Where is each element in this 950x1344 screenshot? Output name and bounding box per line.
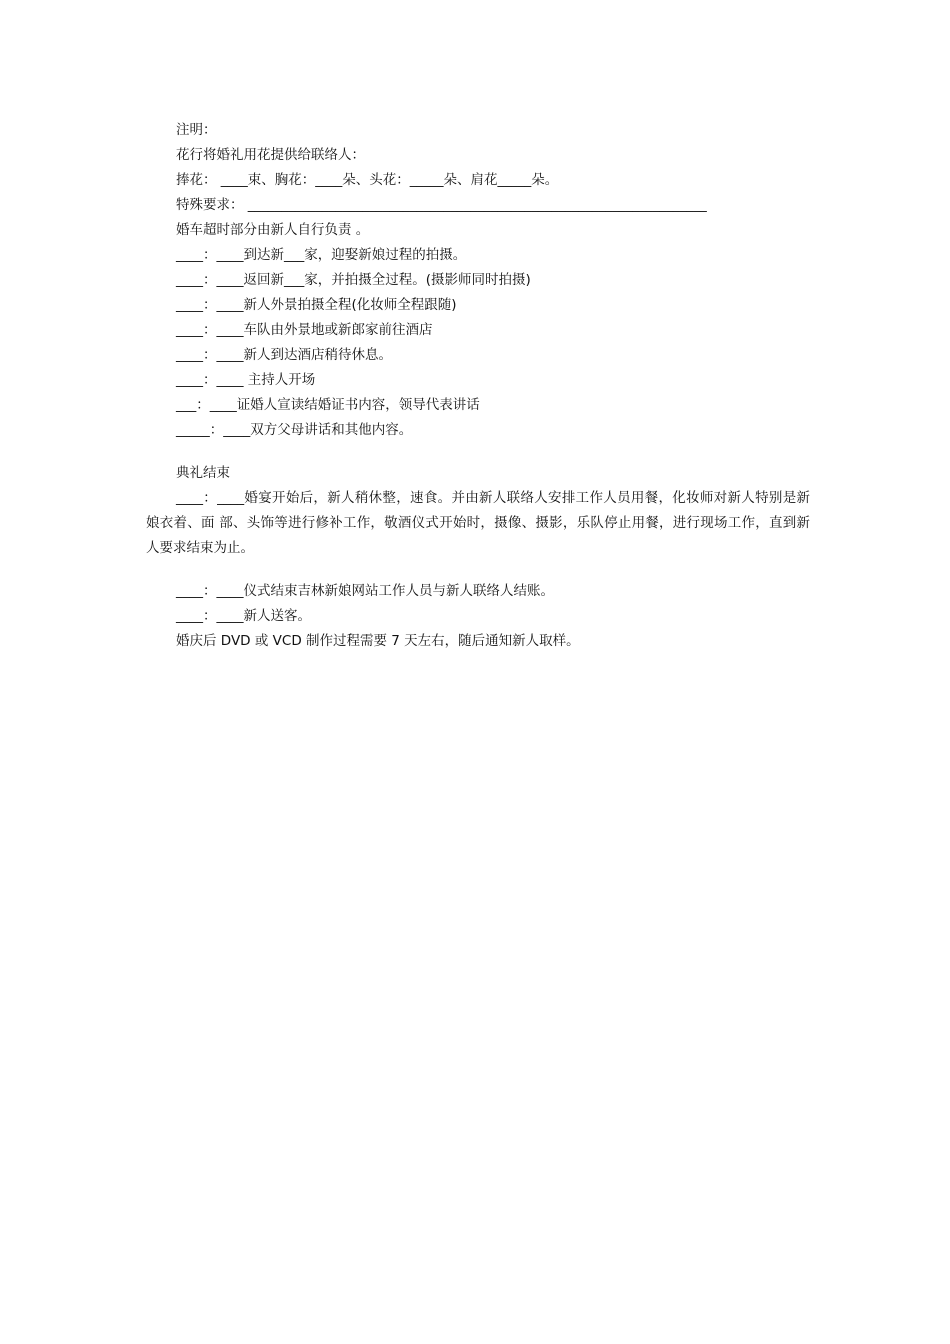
section-spacer (146, 443, 810, 461)
car-overtime-line: 婚车超时部分由新人自行负责 。 (176, 222, 370, 238)
schedule-line-return: ____：____返回新___家，并拍摄全过程。(摄影师同时拍摄) (176, 272, 531, 288)
schedule-line-outdoor: ____：____新人外景拍摄全程(化妆师全程跟随) (176, 297, 457, 313)
section-heading: 典礼结束 (176, 465, 230, 481)
schedule-line-checkout: ____：____仪式结束吉林新娘网站工作人员与新人联络人结账。 (176, 583, 554, 599)
schedule-line-motorcade: ____：____车队由外景地或新郎家前往酒店 (176, 322, 433, 338)
schedule-line-hotel-rest: ____：____新人到达酒店稍待休息。 (176, 347, 392, 363)
dvd-production-line: 婚庆后 DVD 或 VCD 制作过程需要 7 天左右，随后通知新人取样。 (176, 633, 580, 649)
flower-intro-line: 花行将婚礼用花提供给联络人： (176, 147, 365, 163)
special-requirements-line: 特殊要求： ____________________________________________________________________ (176, 197, 707, 213)
document-body (146, 118, 810, 654)
paragraph-spacer (146, 561, 810, 579)
schedule-line-farewell: ____：____新人送客。 (176, 608, 311, 624)
schedule-line-certificate: ___：____证婚人宣读结婚证书内容，领导代表讲话 (176, 397, 480, 413)
note-label: 注明： (176, 122, 217, 138)
schedule-line-arrive: ____：____到达新___家，迎娶新娘过程的拍摄。 (176, 247, 467, 263)
banquet-paragraph: ____：____婚宴开始后，新人稍休整，速食。并由新人联络人安排工作人员用餐，化妆师对新人特别是新娘衣着、面 部、头饰等进行修补工作，敬酒仪式开始时，摄像、摄影，乐队停止用餐，进行现场工作，直到新人要求结束为止。 (146, 490, 810, 556)
schedule-line-host-opening: ____：____ 主持人开场 (176, 372, 316, 388)
schedule-line-parents-speech: _____：____双方父母讲话和其他内容。 (176, 422, 413, 438)
flower-quantities-line: 捧花： ____束、胸花：____朵、头花：_____朵、肩花_____朵。 (176, 172, 559, 188)
